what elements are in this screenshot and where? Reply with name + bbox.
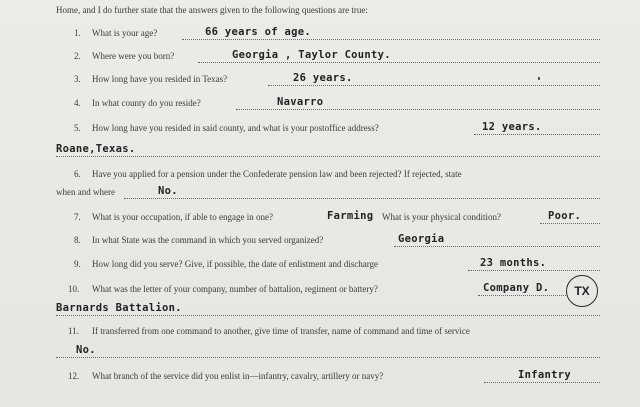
question-text: How long have you resided in Texas? bbox=[92, 74, 228, 84]
answer-rule bbox=[198, 62, 600, 63]
question-text: How long did you serve? Give, if possible, the date of enlistment and discharge bbox=[92, 259, 379, 269]
question-number: 11. bbox=[68, 326, 79, 336]
question-number: 6. bbox=[74, 169, 81, 179]
answer-condition: Poor. bbox=[548, 210, 582, 222]
question-number: 8. bbox=[74, 235, 81, 245]
answer-texas-residence: 26 years. bbox=[293, 72, 353, 84]
answer-age: 66 years of age. bbox=[205, 26, 311, 38]
question-number: 10. bbox=[68, 284, 80, 294]
answer-service-length: 23 months. bbox=[480, 257, 547, 269]
question-number: 7. bbox=[74, 212, 81, 222]
question-number: 12. bbox=[68, 371, 80, 381]
question-number: 3. bbox=[74, 74, 81, 84]
answer-rule bbox=[56, 315, 600, 316]
question-number: 5. bbox=[74, 123, 81, 133]
answer-transfer: No. bbox=[76, 344, 96, 356]
answer-rule bbox=[484, 382, 600, 383]
answer-rule bbox=[56, 156, 600, 157]
answer-county: Navarro bbox=[277, 96, 324, 108]
intro-text: Home, and I do further state that the answers given to the following questions are true: bbox=[56, 5, 368, 15]
question-text: What was the letter of your company, number of battalion, regiment or battery? bbox=[92, 284, 378, 294]
question-number: 1. bbox=[74, 28, 81, 38]
answer-rule bbox=[56, 357, 600, 358]
answer-branch: Infantry bbox=[518, 369, 571, 381]
question-text-condition: What is your physical condition? bbox=[382, 212, 501, 222]
answer-rule bbox=[268, 85, 600, 86]
answer-company: Company D. bbox=[483, 282, 550, 294]
question-text: If transferred from one command to another, give time of transfer, name of command and time of service bbox=[92, 326, 470, 336]
answer-rule bbox=[474, 134, 600, 135]
answer-birthplace: Georgia , Taylor County. bbox=[232, 49, 391, 61]
question-text: How long have you resided in said county, and what is your postoffice address? bbox=[92, 123, 379, 133]
answer-battalion: Barnards Battalion. bbox=[56, 302, 182, 314]
answer-occupation: Farming bbox=[327, 210, 374, 222]
answer-postoffice: Roane,Texas. bbox=[56, 143, 136, 155]
answer-rule bbox=[468, 270, 600, 271]
question-text: What is your age? bbox=[92, 28, 158, 38]
answer-county-residence: 12 years. bbox=[482, 121, 542, 133]
question-number: 4. bbox=[74, 98, 81, 108]
answer-rule bbox=[394, 246, 600, 247]
paper-speck bbox=[538, 77, 540, 80]
question-text: In what State was the command in which you served organized? bbox=[92, 235, 324, 245]
tx-stamp: TX bbox=[566, 275, 598, 307]
question-text: Have you applied for a pension under the Confederate pension law and been rejected? If rejected, state bbox=[92, 169, 462, 179]
answer-pension-rejected: No. bbox=[158, 185, 178, 197]
question-text: What is your occupation, if able to engage in one? bbox=[92, 212, 273, 222]
answer-rule bbox=[124, 198, 600, 199]
question-text: What branch of the service did you enlist in—infantry, cavalry, artillery or navy? bbox=[92, 371, 384, 381]
answer-rule bbox=[478, 295, 566, 296]
answer-rule bbox=[236, 109, 600, 110]
question-number: 2. bbox=[74, 51, 81, 61]
question-text: Where were you born? bbox=[92, 51, 175, 61]
question-text: In what county do you reside? bbox=[92, 98, 201, 108]
question-text: when and where bbox=[56, 187, 115, 197]
answer-rule bbox=[540, 223, 600, 224]
question-number: 9. bbox=[74, 259, 81, 269]
answer-rule bbox=[182, 39, 600, 40]
answer-state: Georgia bbox=[398, 233, 445, 245]
